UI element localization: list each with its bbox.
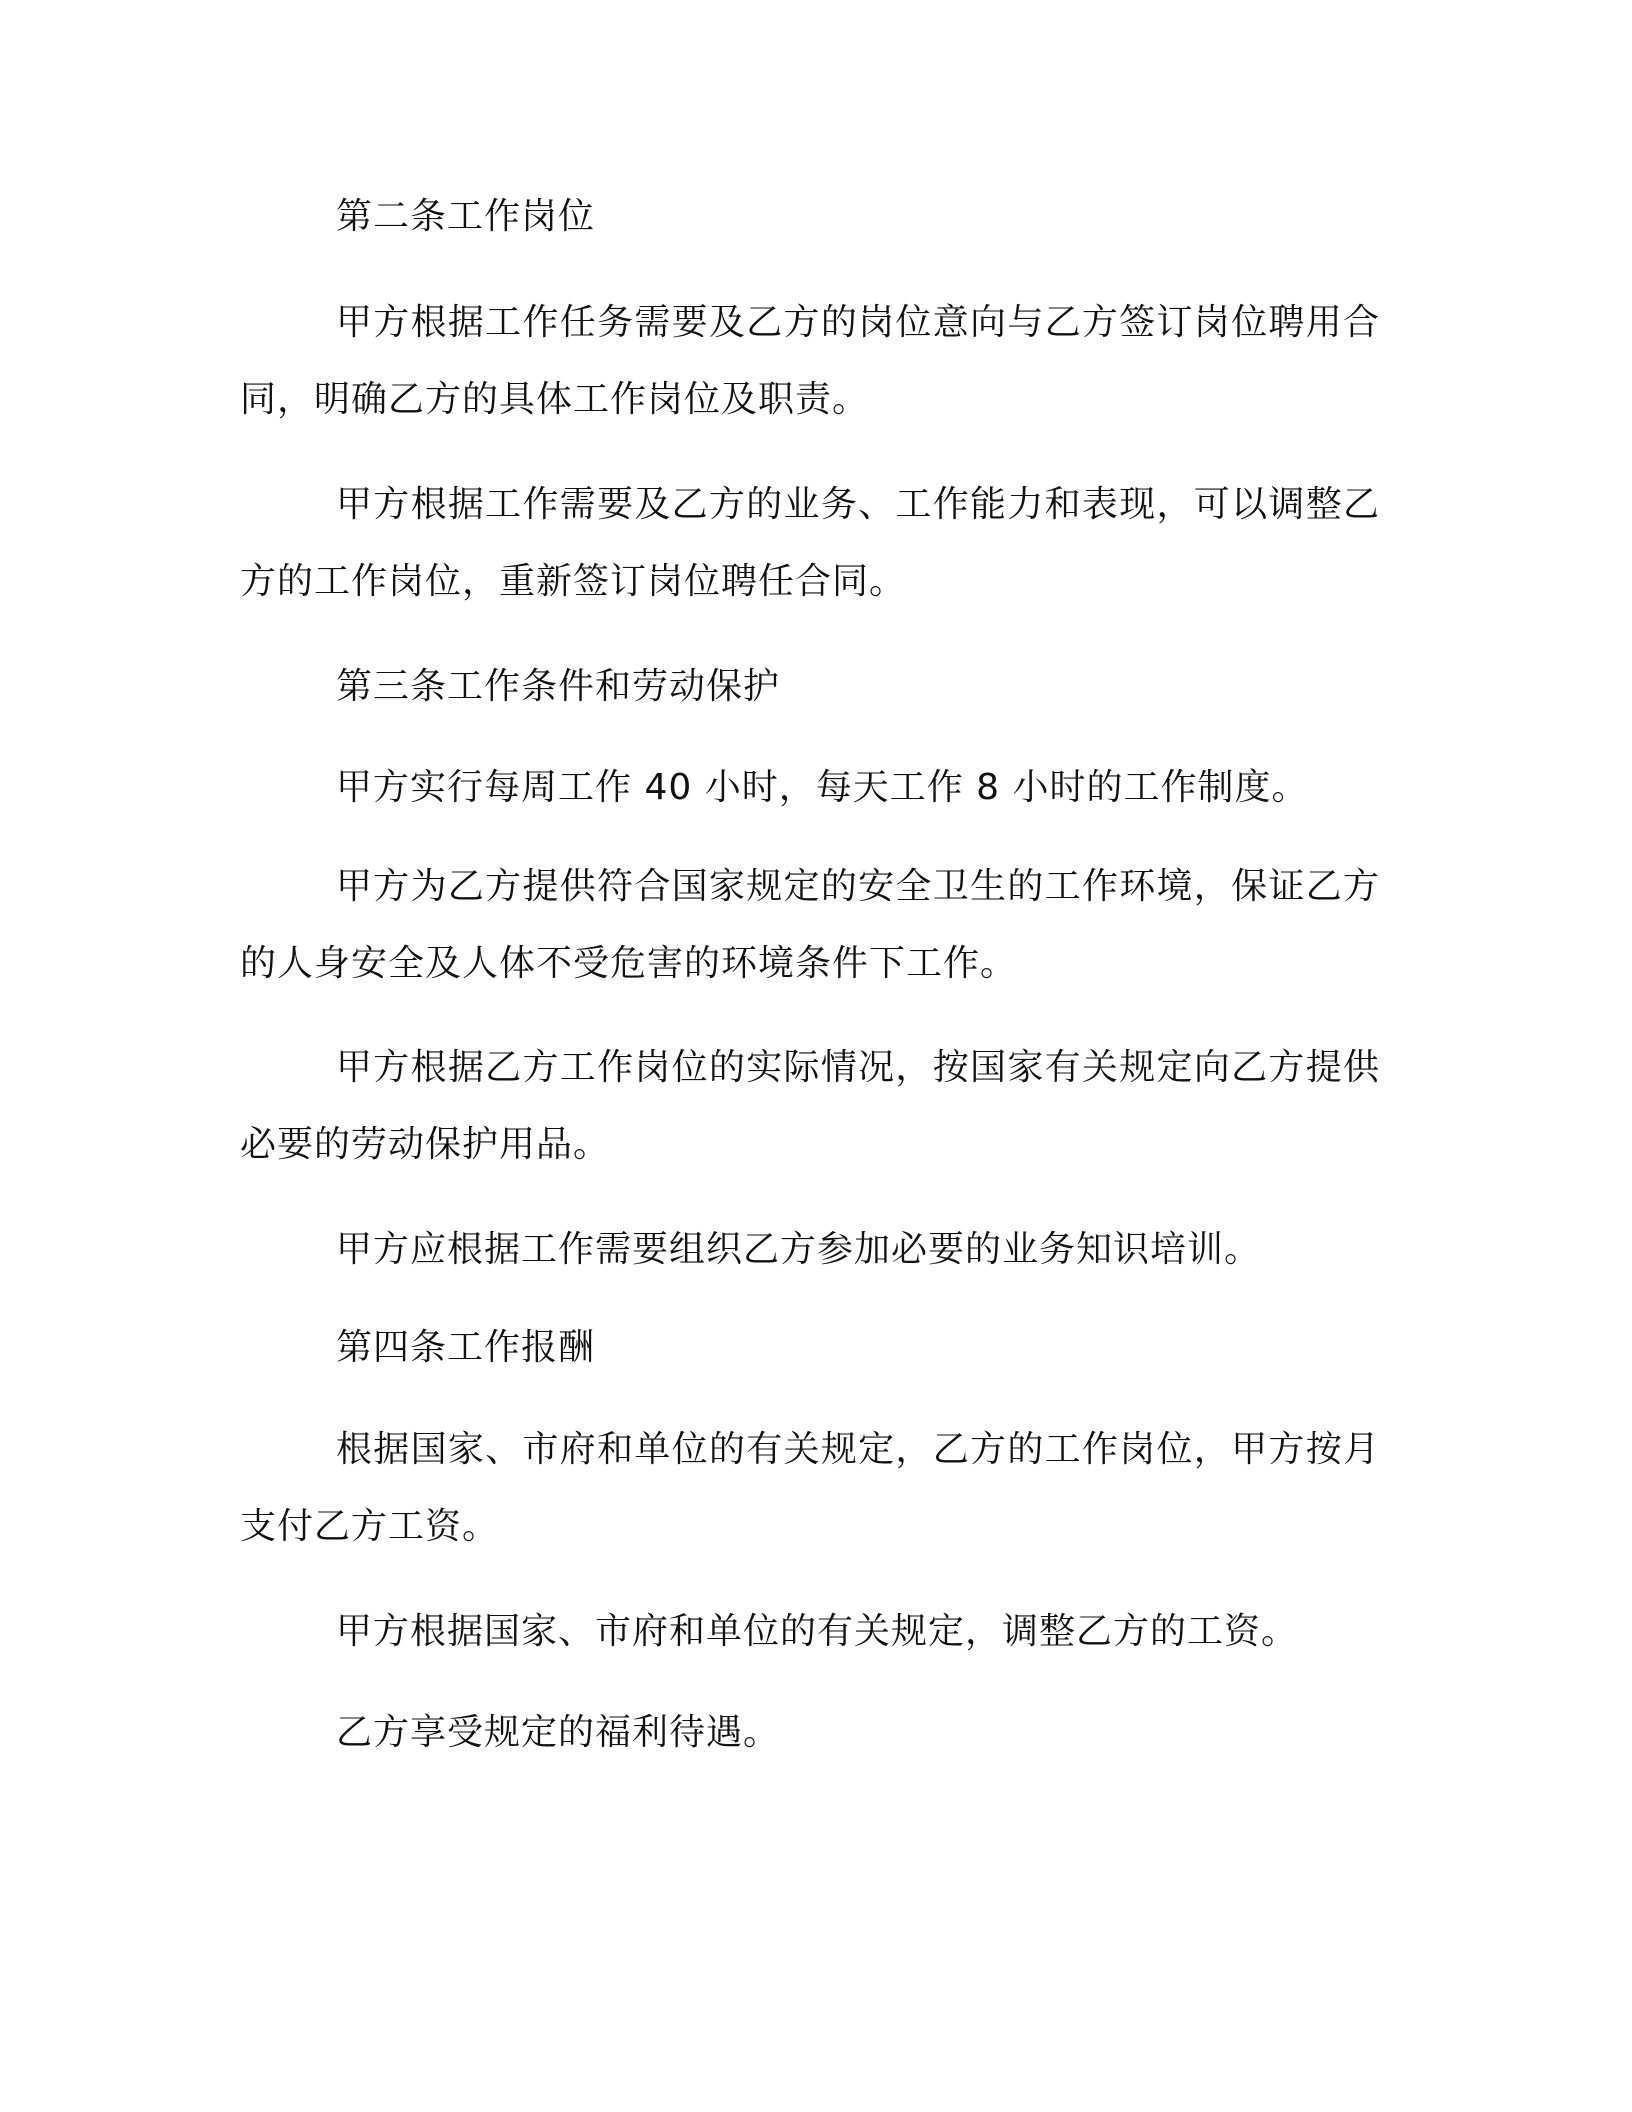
paragraph: 甲方根据工作任务需要及乙方的岗位意向与乙方签订岗位聘用合同，明确乙方的具体工作岗位及职责。: [240, 302, 1380, 420]
paragraph: 乙方享受规定的福利待遇。: [336, 1712, 781, 1753]
paragraph: 甲方实行每周工作 40 小时，每天工作 8 小时的工作制度。: [336, 767, 1309, 808]
article-4-heading: 第四条工作报酬: [336, 1327, 596, 1368]
paragraph: 根据国家、市府和单位的有关规定，乙方的工作岗位，甲方按月支付乙方工资。: [240, 1429, 1380, 1547]
article-2-heading: 第二条工作岗位: [336, 196, 596, 237]
paragraph: 甲方根据工作需要及乙方的业务、工作能力和表现，可以调整乙方的工作岗位，重新签订岗位聘任合同。: [240, 484, 1380, 602]
article-3-heading: 第三条工作条件和劳动保护: [336, 666, 781, 707]
paragraph: 甲方根据国家、市府和单位的有关规定，调整乙方的工资。: [336, 1611, 1299, 1652]
paragraph: 甲方为乙方提供符合国家规定的安全卫生的工作环境，保证乙方的人身安全及人体不受危害的环境条件下工作。: [240, 866, 1380, 984]
paragraph: 甲方根据乙方工作岗位的实际情况，按国家有关规定向乙方提供必要的劳动保护用品。: [240, 1047, 1380, 1165]
paragraph: 甲方应根据工作需要组织乙方参加必要的业务知识培训。: [336, 1229, 1262, 1270]
